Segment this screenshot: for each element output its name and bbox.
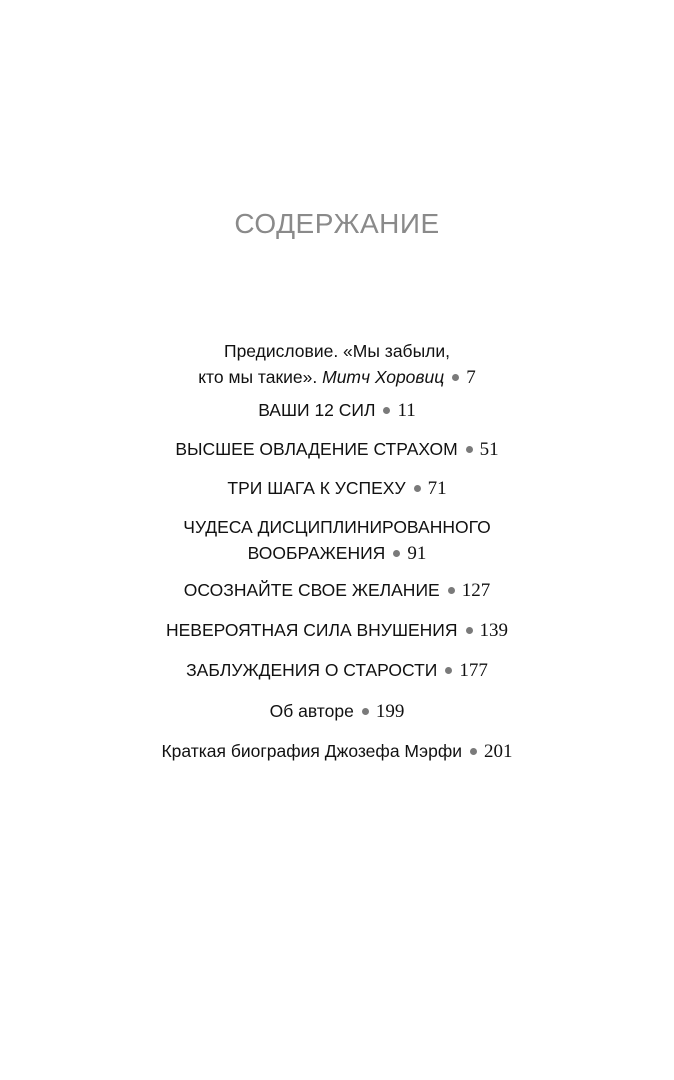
bullet-dot-icon — [470, 748, 477, 755]
toc-entry-title: Краткая биография Джозефа Мэрфи — [161, 741, 463, 761]
toc-entry-title: НЕВЕРОЯТНАЯ СИЛА ВНУШЕНИЯ — [165, 620, 458, 640]
page-title: СОДЕРЖАНИЕ — [234, 208, 440, 239]
toc-entry[interactable] — [40, 738, 634, 765]
toc-entry[interactable] — [40, 657, 634, 684]
bullet-dot-icon — [448, 587, 455, 594]
toc-entry-title: ТРИ ШАГА К УСПЕХУ — [227, 478, 406, 498]
toc-entry-preface[interactable] — [40, 338, 634, 391]
toc-entry[interactable] — [40, 475, 634, 502]
toc-entry-author: Митч Хоровиц — [322, 367, 445, 387]
toc-entry-page: 91 — [407, 543, 427, 564]
bullet-dot-icon — [362, 708, 369, 715]
toc-entry-title: ЗАБЛУЖДЕНИЯ О СТАРОСТИ — [186, 660, 438, 680]
toc-entry-page: 139 — [479, 620, 509, 641]
toc-entry-page: 177 — [459, 660, 488, 681]
toc-entry-title-line1: ЧУДЕСА ДИСЦИПЛИНИРОВАННОГО — [183, 517, 491, 537]
toc-entry-page: 51 — [479, 439, 499, 460]
bullet-dot-icon — [393, 550, 400, 557]
toc-entry-title-line2: кто мы такие». — [198, 367, 318, 387]
toc-entry[interactable] — [40, 577, 634, 604]
bullet-dot-icon — [383, 407, 390, 414]
toc-entry[interactable] — [40, 436, 634, 463]
toc-entry-title-line1: Предисловие. «Мы забыли, — [223, 341, 451, 361]
toc-entry-page: 71 — [427, 478, 447, 499]
toc-entry-page: 7 — [466, 367, 476, 388]
bullet-dot-icon — [445, 667, 452, 674]
bullet-dot-icon — [414, 485, 421, 492]
toc-entry-title: ВЫСШЕЕ ОВЛАДЕНИЕ СТРАХОМ — [175, 439, 458, 459]
toc-entry-page: 11 — [397, 400, 416, 421]
toc-entry-title-line2: ВООБРАЖЕНИЯ — [247, 543, 386, 563]
toc-entry[interactable] — [40, 617, 634, 644]
toc-entry-title: ВАШИ 12 СИЛ — [258, 400, 376, 420]
toc-entry-page: 127 — [461, 580, 491, 601]
bullet-dot-icon — [466, 446, 473, 453]
toc-entry-title: ОСОЗНАЙТЕ СВОЕ ЖЕЛАНИЕ — [183, 580, 440, 600]
toc-entry[interactable] — [40, 698, 634, 725]
bullet-dot-icon — [466, 627, 473, 634]
bullet-dot-icon — [452, 374, 459, 381]
toc-entry-title: Об авторе — [269, 701, 354, 721]
toc-entry-page: 201 — [484, 741, 513, 762]
toc-entry[interactable] — [40, 397, 634, 424]
toc-entry[interactable] — [40, 514, 634, 567]
toc-entry-page: 199 — [375, 701, 405, 722]
